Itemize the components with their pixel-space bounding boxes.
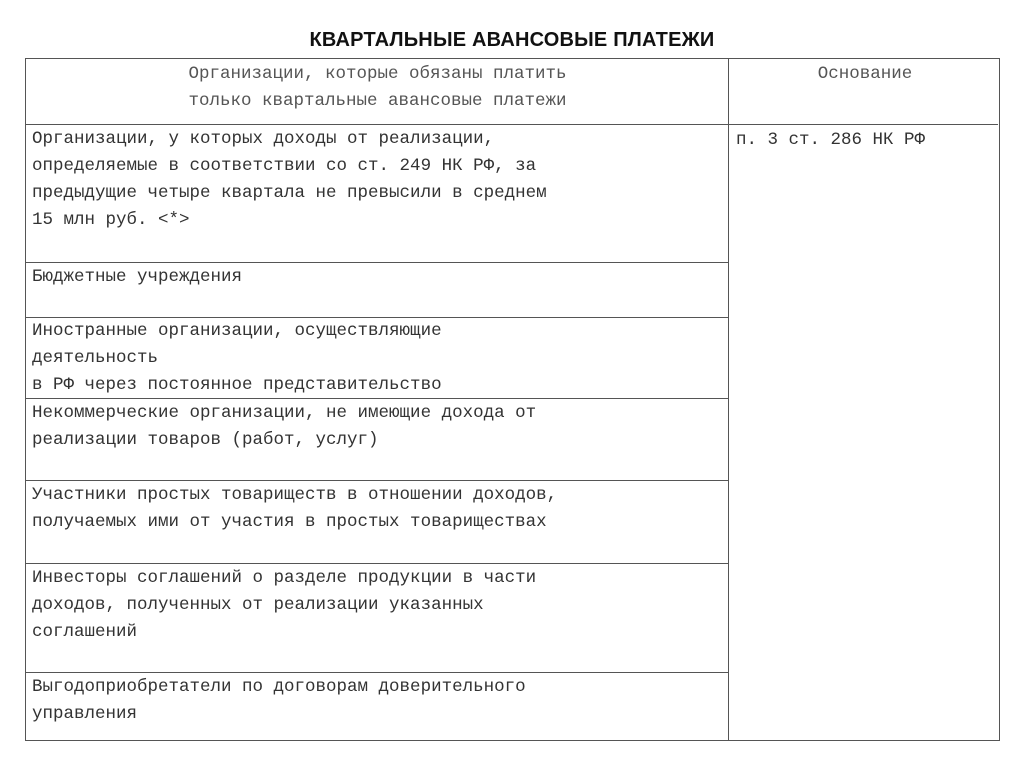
row-divider xyxy=(26,480,728,481)
advance-payments-table xyxy=(25,58,1000,741)
table-row: Некоммерческие организации, не имеющие дохода от реализации товаров (работ, услуг) xyxy=(32,403,537,450)
table-row: Организации, у которых доходы от реализации, определяемые в соответствии со ст. 249 НК РФ, за предыдущие четыре квартала не превысили в среднем 15 млн руб. <*> xyxy=(32,129,547,230)
table-row: Инвесторы соглашений о разделе продукции в части доходов, полученных от реализации указанных соглашений xyxy=(32,568,537,642)
column-divider xyxy=(728,59,729,740)
table-row: Выгодоприобретатели по договорам доверительного управления xyxy=(32,677,526,724)
header-divider xyxy=(26,124,998,125)
table-row: Участники простых товариществ в отношении доходов, получаемых ими от участия в простых товариществах xyxy=(32,485,558,532)
row-divider xyxy=(26,672,728,673)
document-title: КВАРТАЛЬНЫЕ АВАНСОВЫЕ ПЛАТЕЖИ xyxy=(309,29,715,51)
header-basis: Основание xyxy=(817,64,913,84)
row-divider xyxy=(26,262,728,263)
basis-value: п. 3 ст. 286 НК РФ xyxy=(736,130,926,150)
table-row: Бюджетные учреждения xyxy=(32,267,243,287)
header-organizations: Организации, которые обязаны платить только квартальные авансовые платежи xyxy=(188,64,567,111)
row-divider xyxy=(26,563,728,564)
table-row: Иностранные организации, осуществляющие деятельность в РФ через постоянное представительство xyxy=(32,321,442,395)
